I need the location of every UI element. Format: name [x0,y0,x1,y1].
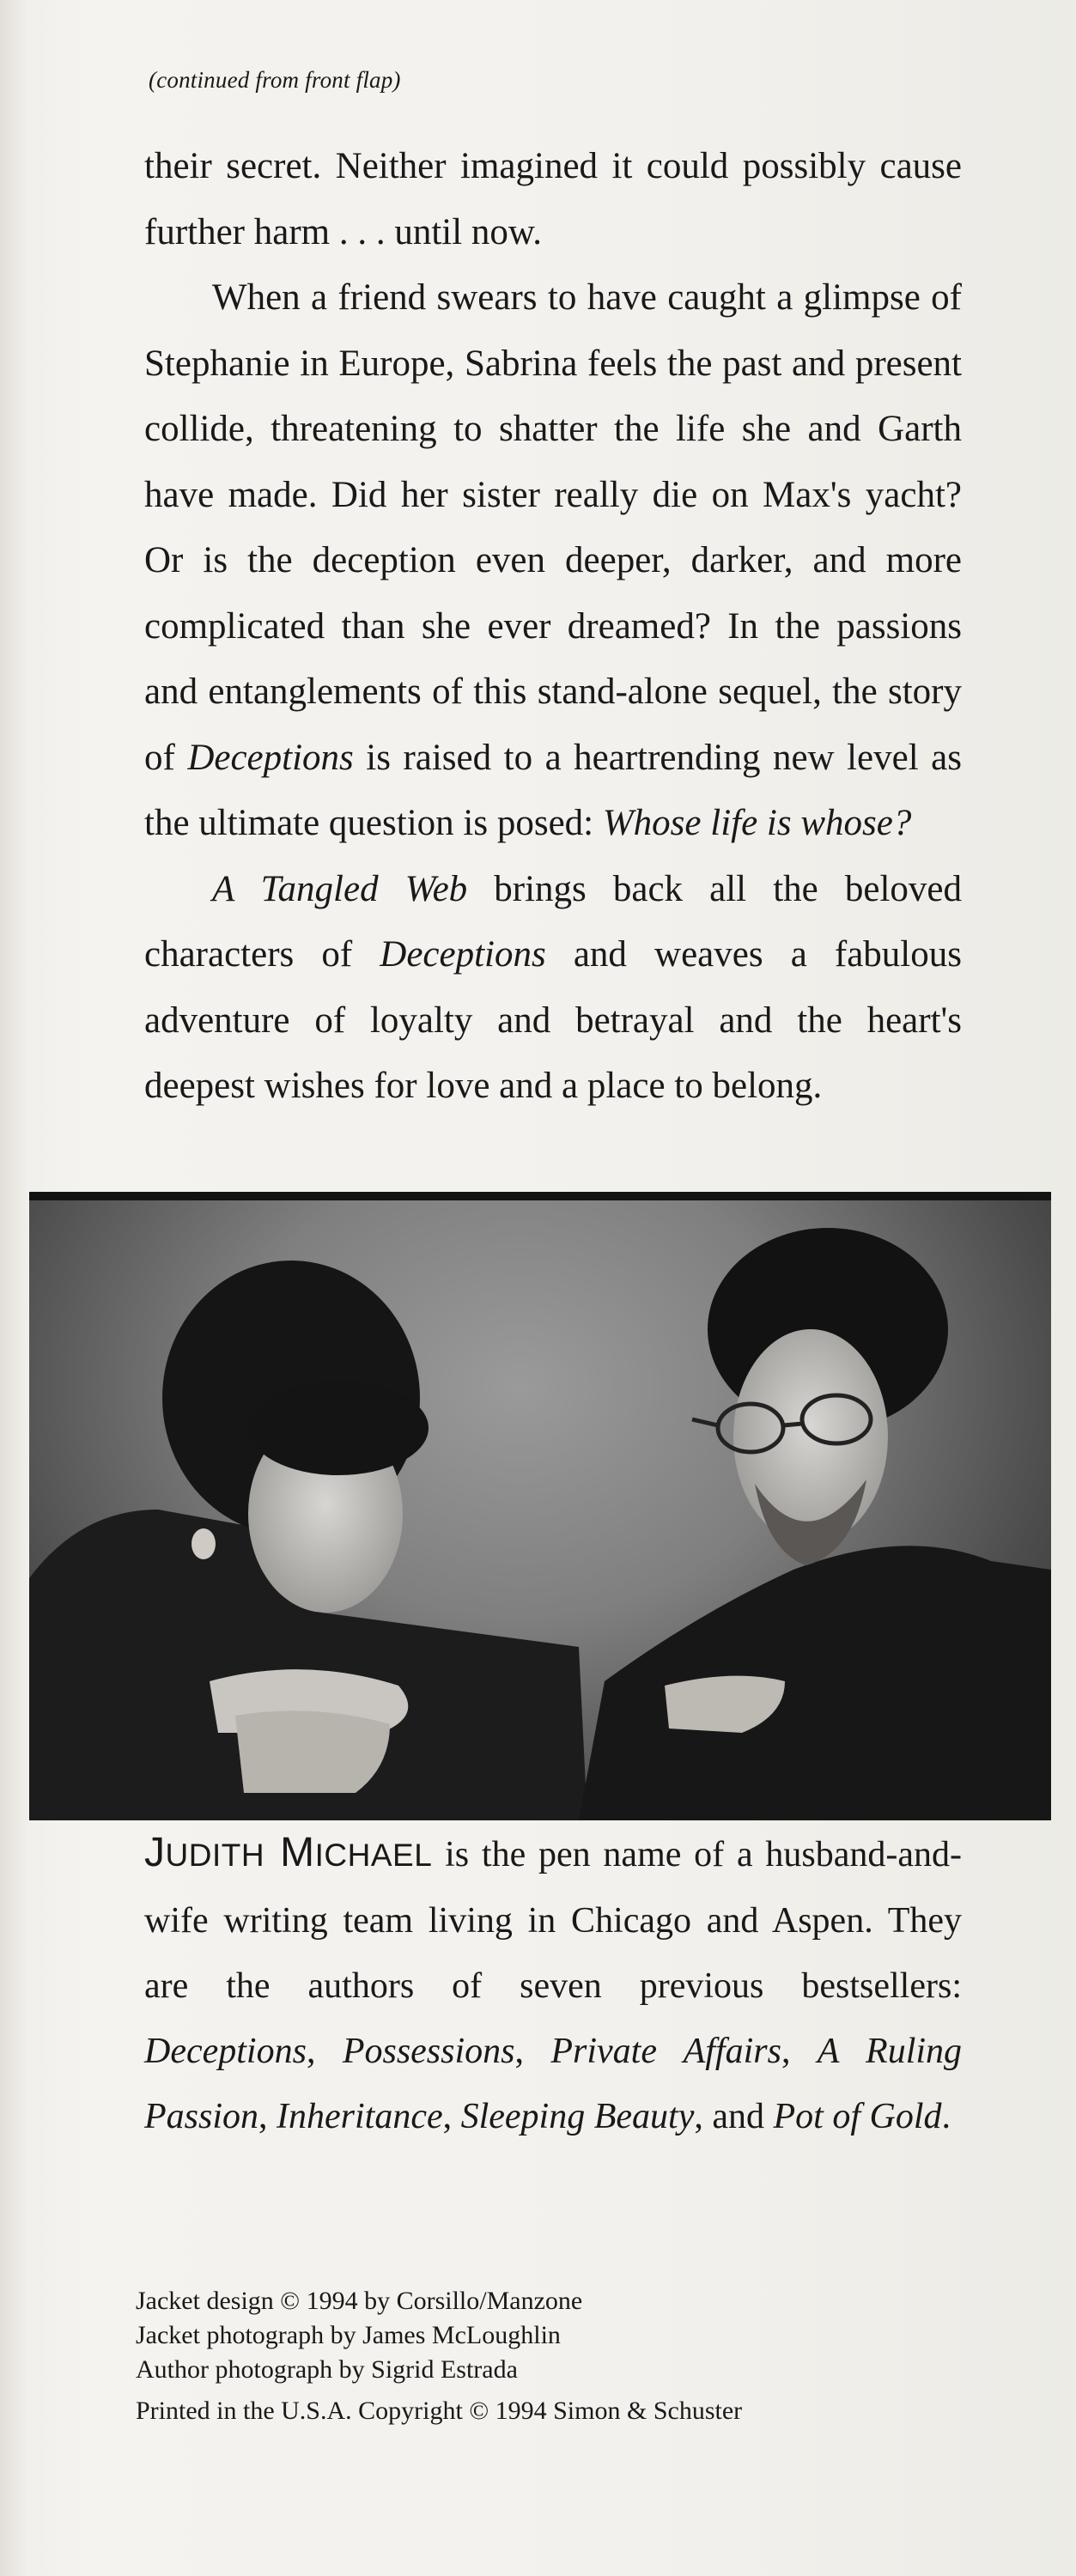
book-title: Pot of Gold [773,2097,942,2136]
book-title-deceptions-2: Deceptions [380,934,546,975]
book-title-deceptions: Deceptions [187,737,354,778]
copyright-line: Printed in the U.S.A. Copyright © 1994 Simon & Schuster [136,2397,743,2425]
author-bio-paragraph: JUDITH MICHAEL is the pen name of a husband-and-wife writing team living in Chicago and Aspen. They are the authors of seven previous bestsellers: Deceptions, Possessions, Private Affairs, A Ruling Passion, Inheritance, Sleeping Beauty, and Pot of Gold. [144,1830,963,2136]
author-photograph-image [29,1200,1051,1820]
author-photo-credit: Author photograph by Sigrid Estrada [136,2355,518,2384]
paragraph-2: When a friend swears to have caught a glimpse of Stephanie in Europe, Sabrina feels the past and present collide, threatening to shatter the life she and Garth have made. Did her sister really die on Max's yacht? Or is the deception even deeper, darker, and more complicated than she ever dreamed? In the passions and entanglements of this stand-alone sequel, the story of Deceptions is raised to a heartrending new level as the ultimate question is posed: Whose life is whose? [144,277,962,843]
paragraph-1: their secret. Neither imagined it could possibly cause further harm . . . until now. [144,146,962,252]
author-photograph [29,1192,1051,1820]
credits [136,2284,742,2428]
book-title: Possessions [342,2032,515,2071]
author-name: JUDITH MICHAEL [144,1830,433,1875]
jacket-design-credit: Jacket design © 1994 by Corsillo/Manzone [136,2287,583,2315]
continued-note: (continued from front flap) [149,67,401,93]
flap-edge [0,0,29,2576]
book-title: Sleeping Beauty [460,2097,695,2136]
book-title: A Ruling Passion [144,2032,963,2136]
author-bio [144,1820,962,2149]
book-title-tangled-web: A Tangled Web [212,868,468,909]
jacket-photo-credit: Jacket photograph by James McLoughlin [136,2321,561,2349]
book-title: Inheritance [277,2097,443,2136]
flap-copy [144,134,962,1120]
paragraph-3: A Tangled Web brings back all the beloved characters of Deceptions and weaves a fabulous adventure of loyalty and betrayal and the heart's deepest wishes for love and a place to belong. [144,868,962,1106]
book-title: Deceptions [144,2032,307,2071]
question: Whose life is whose? [602,803,912,843]
book-title: Private Affairs [550,2032,781,2071]
